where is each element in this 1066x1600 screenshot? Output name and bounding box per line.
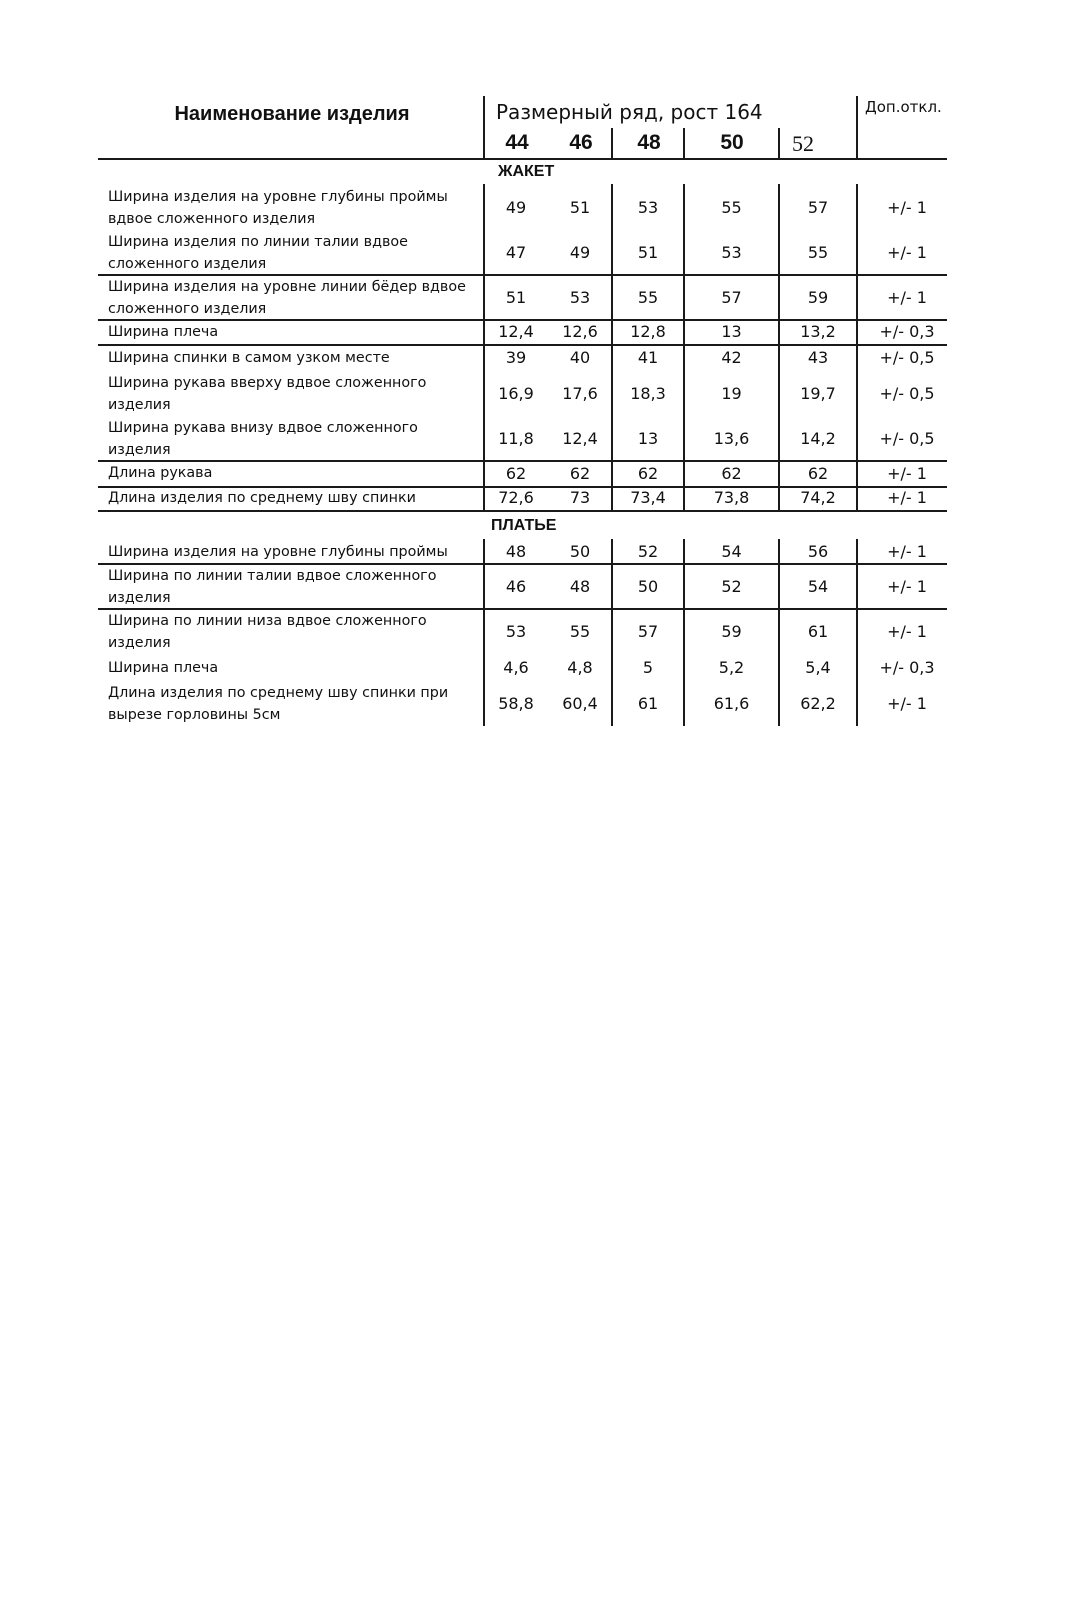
tolerance-cell: +/- 1 [887,288,927,307]
header-divider [778,128,780,160]
value-cell: 13,6 [713,429,750,448]
value-cell: 54 [721,542,742,561]
value-cell: 57 [807,198,829,217]
value-cell: 59 [721,622,742,641]
measurement-name: Ширина изделия на уровне глубины проймы вдвое сложенного изделия [108,189,448,227]
section-title-dress: ПЛАТЬЕ [491,517,557,534]
value-cell: 51 [569,198,591,217]
value-cell: 73,8 [713,488,750,507]
value-cell: 13 [637,429,659,448]
column-divider [611,184,613,512]
value-cell: 61 [637,694,659,713]
value-cell: 4,8 [567,658,593,677]
tolerance-cell: +/- 0,5 [879,429,935,448]
value-cell: 41 [637,348,659,367]
tolerance-cell: +/- 1 [887,542,927,561]
header-divider [483,96,485,160]
column-divider [856,539,858,726]
value-cell: 50 [637,577,659,596]
measurement-name: Ширина плеча [108,324,219,340]
header-divider [856,96,858,160]
row-rule [98,510,947,512]
column-divider [683,184,685,512]
section-title-jacket: ЖАКЕТ [498,163,555,180]
value-cell: 58,8 [498,694,534,713]
column-divider [778,539,780,726]
value-cell: 62 [721,464,742,483]
item-name-header: Наименование изделия [174,103,410,125]
value-cell: 60,4 [562,694,598,713]
value-cell: 18,3 [630,384,666,403]
value-cell: 74,2 [800,488,836,507]
tolerance-cell: +/- 0,5 [879,384,935,403]
value-cell: 5,4 [805,658,831,677]
header-divider [683,128,685,160]
size-header-44: 44 [505,131,529,154]
value-cell: 13,2 [800,322,836,341]
value-cell: 46 [505,577,527,596]
value-cell: 14,2 [800,429,836,448]
value-cell: 57 [721,288,742,307]
value-cell: 48 [505,542,527,561]
value-cell: 11,8 [498,429,534,448]
column-divider [483,184,485,512]
value-cell: 61 [807,622,829,641]
measurement-name: Длина рукава [108,465,213,481]
tolerance-cell: +/- 1 [887,243,927,262]
tolerance-cell: +/- 1 [887,198,927,217]
tolerance-cell: +/- 0,5 [879,348,935,367]
value-cell: 62,2 [800,694,836,713]
column-divider [611,539,613,726]
value-cell: 17,6 [562,384,598,403]
header-divider [611,128,613,160]
row-rule [98,344,947,346]
measurement-name: Ширина изделия по линии талии вдвое сложенного изделия [108,234,408,272]
value-cell: 62 [569,464,591,483]
value-cell: 53 [637,198,659,217]
size-header-46: 46 [569,131,593,154]
tolerance-cell: +/- 1 [887,577,927,596]
value-cell: 19 [721,384,742,403]
measurement-name: Ширина по линии низа вдвое сложенного изделия [108,613,427,651]
value-cell: 19,7 [800,384,836,403]
tolerance-cell: +/- 1 [887,464,927,483]
column-divider [856,184,858,512]
value-cell: 53 [505,622,527,641]
tolerance-cell: +/- 1 [887,622,927,641]
value-cell: 16,9 [498,384,534,403]
value-cell: 51 [637,243,659,262]
value-cell: 73 [569,488,591,507]
measurement-name: Ширина плеча [108,660,219,676]
value-cell: 61,6 [713,694,750,713]
measurement-name: Ширина спинки в самом узком месте [108,350,390,366]
measurement-name: Длина изделия по среднему шву спинки при вырезе горловины 5см [108,685,449,723]
value-cell: 13 [721,322,742,341]
value-cell: 5,2 [718,658,745,677]
value-cell: 40 [569,348,591,367]
value-cell: 56 [807,542,829,561]
measurement-name: Ширина рукава вверху вдвое сложенного изделия [108,375,427,413]
value-cell: 62 [505,464,527,483]
measurement-name: Ширина изделия на уровне линии бёдер вдвое сложенного изделия [108,279,466,317]
size-range-header: Размерный ряд, рост 164 [496,100,763,124]
tolerance-cell: +/- 1 [887,488,927,507]
value-cell: 50 [569,542,591,561]
value-cell: 53 [569,288,591,307]
value-cell: 73,4 [630,488,666,507]
measurement-name: Ширина изделия на уровне глубины проймы [108,544,448,560]
value-cell: 55 [721,198,742,217]
tolerance-cell: +/- 0,3 [879,658,935,677]
value-cell: 43 [807,348,829,367]
size-header-48: 48 [637,131,661,154]
value-cell: 4,6 [503,658,529,677]
value-cell: 55 [569,622,591,641]
tolerance-cell: +/- 1 [887,694,927,713]
value-cell: 53 [721,243,742,262]
value-cell: 59 [807,288,829,307]
value-cell: 49 [569,243,591,262]
tolerance-cell: +/- 0,3 [879,322,935,341]
value-cell: 39 [505,348,527,367]
value-cell: 12,8 [630,322,666,341]
value-cell: 55 [807,243,829,262]
value-cell: 42 [721,348,742,367]
value-cell: 47 [505,243,527,262]
value-cell: 55 [637,288,659,307]
value-cell: 72,6 [498,488,534,507]
size-header-52: 52 [792,131,814,156]
measurement-name: Ширина по линии талии вдвое сложенного изделия [108,568,437,606]
column-divider [483,539,485,726]
value-cell: 5 [642,658,654,677]
measurement-name: Ширина рукава внизу вдвое сложенного изделия [108,420,418,458]
column-divider [778,184,780,512]
value-cell: 12,6 [562,322,598,341]
column-divider [683,539,685,726]
measurement-name: Длина изделия по среднему шву спинки [108,490,416,506]
value-cell: 52 [721,577,742,596]
value-cell: 52 [637,542,659,561]
value-cell: 48 [569,577,591,596]
tolerance-header: Доп.откл. [865,98,942,116]
size-header-50: 50 [720,131,744,154]
value-cell: 51 [505,288,527,307]
value-cell: 49 [505,198,527,217]
value-cell: 54 [807,577,829,596]
header-rule [98,158,947,160]
value-cell: 62 [807,464,829,483]
value-cell: 62 [637,464,659,483]
value-cell: 57 [637,622,659,641]
value-cell: 12,4 [498,322,534,341]
value-cell: 12,4 [562,429,598,448]
